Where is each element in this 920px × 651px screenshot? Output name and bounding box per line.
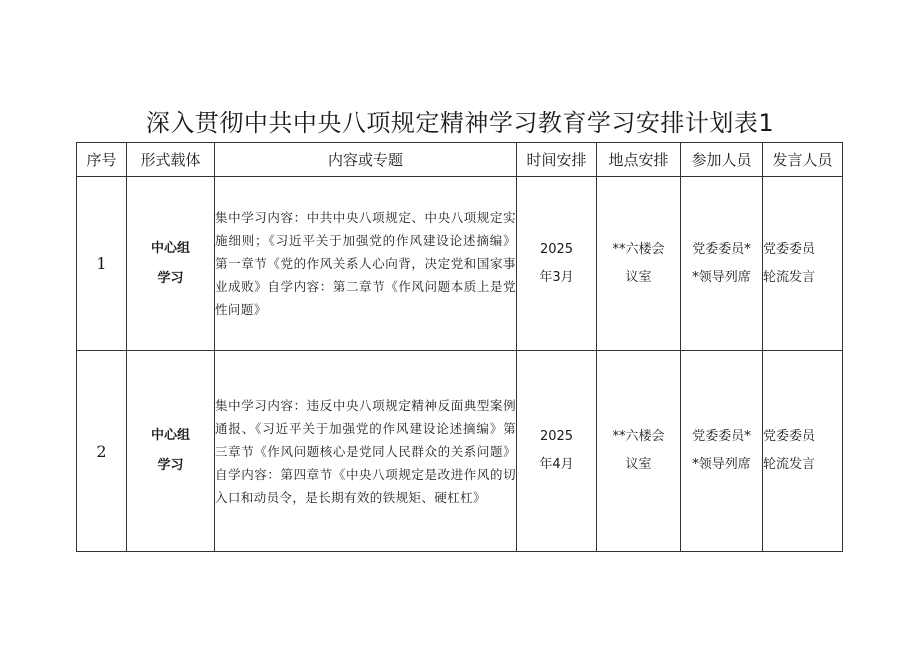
table-header-row xyxy=(77,143,843,177)
cell-attendees xyxy=(681,177,763,351)
cell-attendees xyxy=(681,351,763,552)
header-place: 地点安排 xyxy=(597,143,681,177)
cell-seq: 1 xyxy=(77,177,127,351)
form-text: 中心组学习 xyxy=(150,428,190,473)
header-time: 时间安排 xyxy=(517,143,597,177)
cell-content: 集中学习内容：中共中央八项规定、中央八项规定实施细则；《习近平关于加强党的作风建设论述摘编》第一章节《党的作风关系人心向背，决定党和国家事业成败》自学内容：第二章节《作风问题本质上是党性问题》 xyxy=(215,177,517,351)
header-content: 内容或专题 xyxy=(215,143,517,177)
form-text: 中心组学习 xyxy=(150,240,190,286)
table-row xyxy=(77,177,843,351)
table-row xyxy=(77,351,843,552)
cell-form xyxy=(127,177,215,351)
header-form: 形式载体 xyxy=(127,143,215,177)
header-attendees: 参加人员 xyxy=(681,143,763,177)
cell-time xyxy=(517,351,597,552)
cell-place xyxy=(597,177,681,351)
attendees-text: 党委委员**领导列席 xyxy=(692,241,751,285)
study-plan-table xyxy=(76,142,843,552)
cell-content: 集中学习内容：违反中央八项规定精神反面典型案例通报、《习近平关于加强党的作风建设论述摘编》第三章节《作风问题核心是党同人民群众的关系问题》自学内容：第四章节《中央八项规定是改进作风的切入口和动员令，是长期有效的铁规矩、硬杠杠》 xyxy=(215,351,517,552)
header-seq: 序号 xyxy=(77,143,127,177)
cell-time xyxy=(517,177,597,351)
place-text: **六楼会议室 xyxy=(612,429,665,472)
speakers-text: 党委委员轮流发言 xyxy=(763,241,816,285)
cell-speakers xyxy=(763,177,843,351)
cell-form xyxy=(127,351,215,552)
time-text: 2025年3月 xyxy=(539,241,574,285)
header-speakers: 发言人员 xyxy=(763,143,843,177)
cell-seq: 2 xyxy=(77,351,127,552)
attendees-text: 党委委员**领导列席 xyxy=(692,429,751,472)
speakers-text: 党委委员轮流发言 xyxy=(763,429,816,472)
place-text: **六楼会议室 xyxy=(612,241,665,285)
cell-place xyxy=(597,351,681,552)
time-text: 2025年4月 xyxy=(539,429,574,472)
document-title: 深入贯彻中共中央八项规定精神学习教育学习安排计划表1 xyxy=(145,109,775,137)
cell-speakers xyxy=(763,351,843,552)
